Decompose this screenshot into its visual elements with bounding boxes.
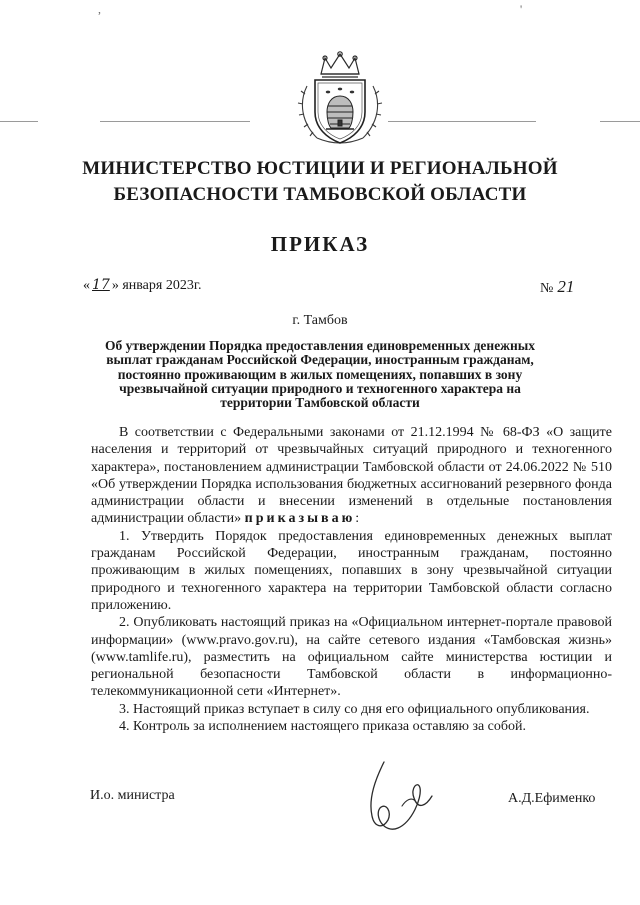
document-date bbox=[83, 277, 202, 294]
order-body bbox=[91, 424, 612, 735]
order-item-4: 4. Контроль за исполнением настоящего приказа оставляю за собой. bbox=[119, 719, 527, 735]
date-month-year: » января 2023г. bbox=[111, 278, 202, 293]
ministry-name bbox=[40, 156, 600, 208]
document-number bbox=[540, 277, 574, 297]
header-rule-left bbox=[100, 121, 250, 122]
preamble-text: В соответствии с Федеральными законами от 21.12.1994 № 68-ФЗ «О защите населения и территорий от чрезвычайных ситуаций природного и техногенного характера», постановлением администрации Тамбовской области от 24.06.2022 № 510 «Об утверждении Порядка использования бюджетных ассигнований резервного фонда администрации области и внесении изменений в отдельные постановления администрации области» bbox=[91, 425, 612, 527]
ministry-name-line1: МИНИСТЕРСТВО ЮСТИЦИИ И РЕГИОНАЛЬНОЙ bbox=[82, 158, 558, 179]
header-rule-right-edge bbox=[600, 121, 640, 122]
date-open-quote: « bbox=[83, 278, 90, 293]
number-prefix: № bbox=[540, 281, 554, 296]
issue-city: г. Тамбов bbox=[292, 313, 348, 328]
preamble-paragraph bbox=[91, 424, 612, 528]
signatory-title: И.о. министра bbox=[90, 788, 175, 803]
scan-mark-right: ' bbox=[520, 2, 523, 16]
order-item-3: 3. Настоящий приказ вступает в силу со дня его официального опубликования. bbox=[119, 701, 590, 717]
order-word: приказываю bbox=[244, 511, 356, 527]
order-colon: : bbox=[355, 511, 360, 527]
header-rule-left-edge bbox=[0, 121, 38, 122]
document-type-title: ПРИКАЗ bbox=[270, 232, 370, 256]
order-item-1: 1. Утвердить Порядок предоставления единовременных денежных выплат гражданам Российской Федерации, иностранным гражданам, постоянно проживающим в жилых помещениях, попавших в зону чрезвычайной ситуации природного и техногенного характера на территории Тамбовской области согласно приложению. bbox=[91, 528, 612, 613]
order-subject: Об утверждении Порядка предоставления единовременных денежных выплат гражданам Российской Федерации, иностранным гражданам, постоянно проживающим в жилых помещениях, попавших в зону чрезвычайной ситуации природного и техногенного характера на территории Тамбовской области bbox=[104, 338, 536, 411]
signatory-name: А.Д.Ефименко bbox=[508, 791, 596, 806]
tambov-coat-of-arms-icon bbox=[295, 50, 385, 150]
number-value: 21 bbox=[557, 277, 575, 296]
handwritten-signature-icon bbox=[362, 758, 442, 838]
scan-mark-left: , bbox=[98, 2, 101, 16]
order-item-2: 2. Опубликовать настоящий приказ на «Официальном интернет-портале правовой информации» (www.pravo.gov.ru), на сайте сетевого издания «Тамбовская жизнь» (www.tamlife.ru), разместить на официальном сайте министерства юстиции и региональной безопасности Тамбовской области в информационно-телекоммуникационной сети «Интернет». bbox=[91, 615, 612, 700]
date-day: 17 bbox=[92, 277, 110, 293]
header-rule-right bbox=[388, 121, 536, 122]
ministry-name-line2: БЕЗОПАСНОСТИ ТАМБОВСКОЙ ОБЛАСТИ bbox=[113, 184, 527, 205]
